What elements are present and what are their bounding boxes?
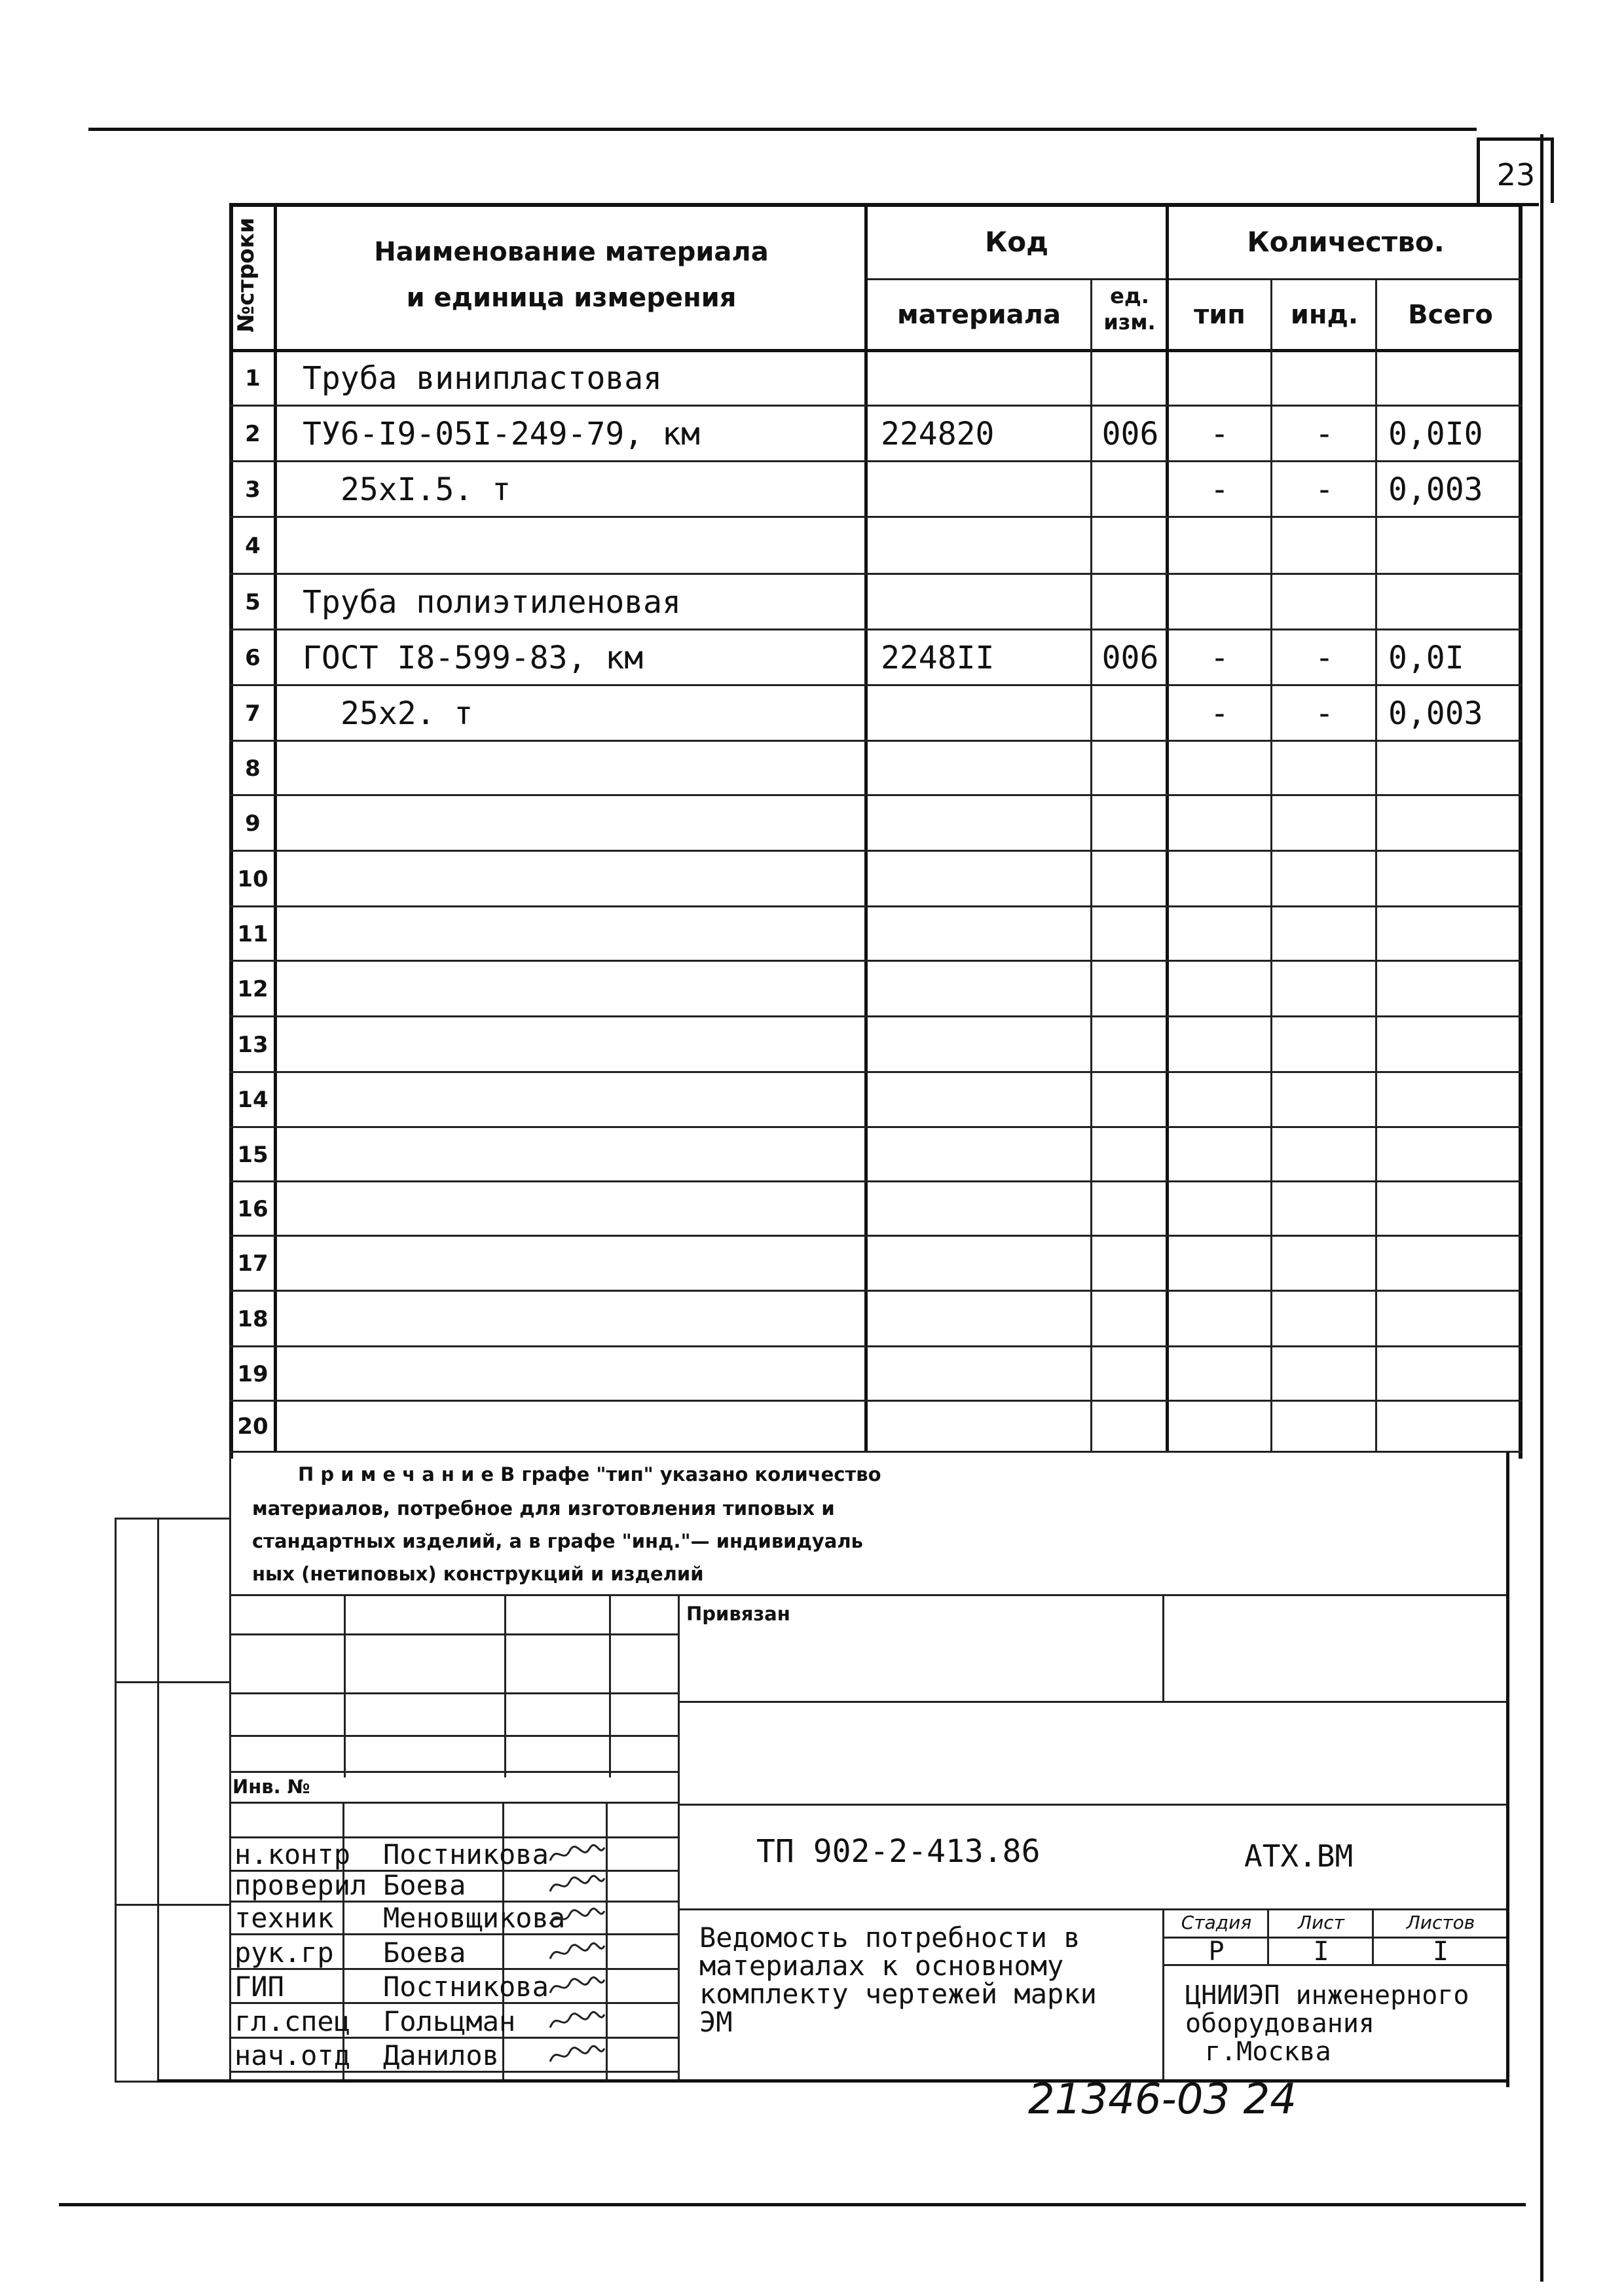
note-line3: стандартных изделий, а в графе "инд."— индивидуаль	[252, 1530, 863, 1552]
row-separator	[229, 1015, 1522, 1017]
row-separator	[229, 794, 1522, 796]
row-separator	[229, 1180, 1522, 1182]
row-number: 14	[237, 1087, 268, 1113]
tb-privyazan-bottom	[678, 1701, 1506, 1703]
bottom-rule	[59, 2203, 1526, 2206]
note-line1: П р и м е ч а н и е В графе "тип" указано количество	[298, 1463, 881, 1485]
row-separator	[229, 1290, 1522, 1292]
row-tip: -	[1210, 639, 1229, 676]
row-number: 19	[237, 1360, 268, 1387]
row-number: 1	[245, 365, 261, 392]
handwritten-signature	[547, 1973, 606, 1999]
signature-name: Постникова	[383, 1838, 549, 1870]
row-number: 2	[245, 420, 261, 447]
tb-inv-line	[229, 1802, 678, 1804]
row-separator	[229, 1235, 1522, 1237]
row-number: 11	[237, 920, 268, 947]
header-name-line1: Наименование материала	[374, 237, 769, 267]
row-separator	[229, 905, 1522, 907]
tb-stage-left	[1162, 1908, 1164, 2082]
tb-mark: АТХ.ВМ	[1244, 1838, 1354, 1874]
tb-left-edge	[229, 1452, 231, 2082]
row-ind: -	[1315, 695, 1334, 732]
tb-row-a	[229, 1633, 678, 1635]
left-stamp-v1	[115, 1518, 117, 2082]
tb-col3	[609, 1594, 611, 1777]
signature-name: Боева	[383, 1937, 466, 1969]
signature-role: гл.спец	[234, 2005, 351, 2037]
row-total: 0,0I0	[1388, 415, 1483, 452]
row-number: 20	[237, 1413, 268, 1440]
row-name: Труба винипластовая	[303, 359, 663, 397]
tb-sheets-value: I	[1432, 1937, 1449, 1967]
header-qty-type: тип	[1194, 300, 1246, 330]
row-separator	[229, 629, 1522, 630]
col-name-line	[864, 203, 868, 1452]
row-code: 2248II	[881, 639, 995, 676]
row-separator	[229, 516, 1522, 518]
signature-name: Боева	[383, 1869, 466, 1901]
handwritten-signature	[547, 2042, 606, 2068]
handwritten-signature	[547, 2008, 606, 2034]
signature-role: техник	[234, 1902, 334, 1934]
tb-bottom-line	[157, 2079, 1509, 2083]
row-name: 25х2. т	[341, 695, 473, 732]
tb-col4	[678, 1594, 680, 2082]
row-separator	[229, 1126, 1522, 1128]
row-separator	[229, 740, 1522, 742]
row-total: 0,003	[1388, 471, 1483, 508]
tb-sig-col3	[606, 1804, 608, 2082]
row-separator	[229, 1451, 1522, 1453]
row-separator	[229, 684, 1522, 686]
tb-title-line4: ЭМ	[699, 2006, 733, 2038]
row-unit: 006	[1101, 639, 1159, 676]
col-code-line	[1166, 203, 1169, 1452]
tb-org-line2: оборудования	[1185, 2009, 1375, 2039]
signature-role: проверил	[234, 1869, 367, 1901]
tb-privyazan: Привязан	[686, 1603, 790, 1625]
signature-role: рук.гр	[234, 1937, 334, 1969]
header-code-material: материала	[897, 300, 1061, 330]
header-bottom-line	[229, 349, 1522, 352]
row-number: 5	[245, 589, 261, 615]
row-name: 25хI.5. т	[341, 471, 511, 508]
row-name: ТУ6-I9-05I-249-79, км	[303, 415, 700, 452]
tb-col2	[504, 1594, 506, 1777]
row-separator	[229, 850, 1522, 852]
row-number: 13	[237, 1031, 268, 1058]
left-stamp-mid1	[115, 1681, 229, 1683]
frame-right-lower	[1506, 1452, 1509, 2087]
row-number: 9	[245, 810, 261, 837]
left-stamp-v2	[157, 1518, 159, 2082]
row-number: 8	[245, 755, 261, 782]
row-number: 4	[245, 532, 261, 559]
left-stamp-mid2	[115, 1904, 229, 1906]
row-number: 7	[245, 700, 261, 727]
row-separator	[229, 573, 1522, 575]
signature-name: Меновщикова	[383, 1902, 566, 1934]
row-number: 17	[237, 1250, 268, 1277]
tb-title-line1: Ведомость потребности в	[699, 1922, 1080, 1954]
signature-name: Данилов	[383, 2039, 500, 2071]
tb-privyazan-split	[1162, 1594, 1164, 1702]
tb-top-line	[229, 1594, 1506, 1596]
row-number: 16	[237, 1195, 268, 1222]
header-split-line	[868, 278, 1522, 280]
tb-sheet-value: I	[1313, 1937, 1329, 1967]
row-number: 6	[245, 644, 261, 671]
left-stamp-top	[115, 1518, 229, 1520]
row-number: 12	[237, 975, 268, 1002]
tb-row-d	[229, 1771, 678, 1773]
tb-col1	[344, 1594, 346, 1777]
right-margin-line	[1540, 134, 1543, 2282]
tb-stage-label: Стадия	[1181, 1912, 1252, 1933]
tb-title-top	[678, 1908, 1506, 1910]
row-total: 0,0I	[1388, 639, 1464, 676]
row-separator	[229, 405, 1522, 407]
header-name-line2: и единица измерения	[406, 283, 737, 313]
tb-row-c	[229, 1735, 678, 1737]
handwritten-signature	[547, 1939, 606, 1965]
tb-title-line3: комплекту чертежей марки	[699, 1978, 1097, 2010]
signature-role: ГИП	[234, 1971, 284, 2003]
header-quantity: Количество.	[1247, 226, 1445, 258]
row-number: 10	[237, 866, 268, 892]
row-tip: -	[1210, 471, 1229, 508]
row-separator	[229, 1345, 1522, 1347]
tb-code-top	[678, 1804, 1506, 1806]
header-code: Код	[984, 226, 1049, 258]
row-separator	[229, 1071, 1522, 1073]
tb-sheets-label: Листов	[1406, 1912, 1475, 1933]
col-tip-line	[1270, 278, 1272, 1452]
tb-row-b	[229, 1692, 678, 1694]
archive-number: 21346-03 24	[1028, 2075, 1297, 2124]
row-ind: -	[1315, 471, 1334, 508]
tb-inv-no: Инв. №	[232, 1776, 310, 1798]
page-number: 23	[1496, 157, 1536, 192]
header-code-unit: ед. изм.	[1103, 283, 1156, 335]
signature-role: нач.отд	[234, 2039, 351, 2071]
tb-title-line2: материалах к основному	[699, 1950, 1064, 1982]
signature-name: Постникова	[383, 1971, 549, 2003]
row-separator	[229, 1400, 1522, 1402]
col-ind-line	[1375, 278, 1377, 1452]
header-qty-ind: инд.	[1290, 300, 1359, 330]
tb-stage-value: Р	[1208, 1937, 1225, 1967]
row-ind: -	[1315, 415, 1334, 452]
note-line2: материалов, потребное для изготовления типовых и	[252, 1497, 835, 1520]
row-separator	[229, 460, 1522, 462]
handwritten-signature	[547, 1872, 606, 1898]
signature-role: н.контр	[234, 1838, 351, 1870]
row-number: 15	[237, 1141, 268, 1168]
row-number: 3	[245, 476, 261, 503]
row-separator	[229, 960, 1522, 962]
header-qty-total: Всего	[1408, 300, 1493, 330]
tb-sheet-label: Лист	[1298, 1912, 1344, 1933]
tb-doc-code: ТП 902-2-413.86	[756, 1833, 1041, 1870]
row-tip: -	[1210, 415, 1229, 452]
handwritten-signature	[547, 1841, 606, 1867]
top-rule	[88, 128, 1477, 131]
row-code: 224820	[881, 415, 995, 452]
table-top-line	[229, 203, 1539, 206]
tb-org-line1: ЦНИИЭП инженерного	[1185, 1980, 1469, 2011]
handwritten-signature	[547, 1904, 606, 1931]
row-unit: 006	[1101, 415, 1159, 452]
header-row-no: №строки	[233, 217, 259, 333]
row-number: 18	[237, 1305, 268, 1332]
row-ind: -	[1315, 639, 1334, 676]
row-total: 0,003	[1388, 695, 1483, 732]
row-name: ГОСТ I8-599-83, км	[303, 639, 644, 676]
signature-name: Гольцман	[383, 2005, 516, 2037]
note-line4: ных (нетиповых) конструкций и изделий	[252, 1563, 704, 1585]
tb-org-line3: г.Москва	[1205, 2037, 1331, 2067]
col-unit-line	[1090, 278, 1092, 1452]
row-tip: -	[1210, 695, 1229, 732]
row-name: Труба полиэтиленовая	[303, 583, 681, 621]
